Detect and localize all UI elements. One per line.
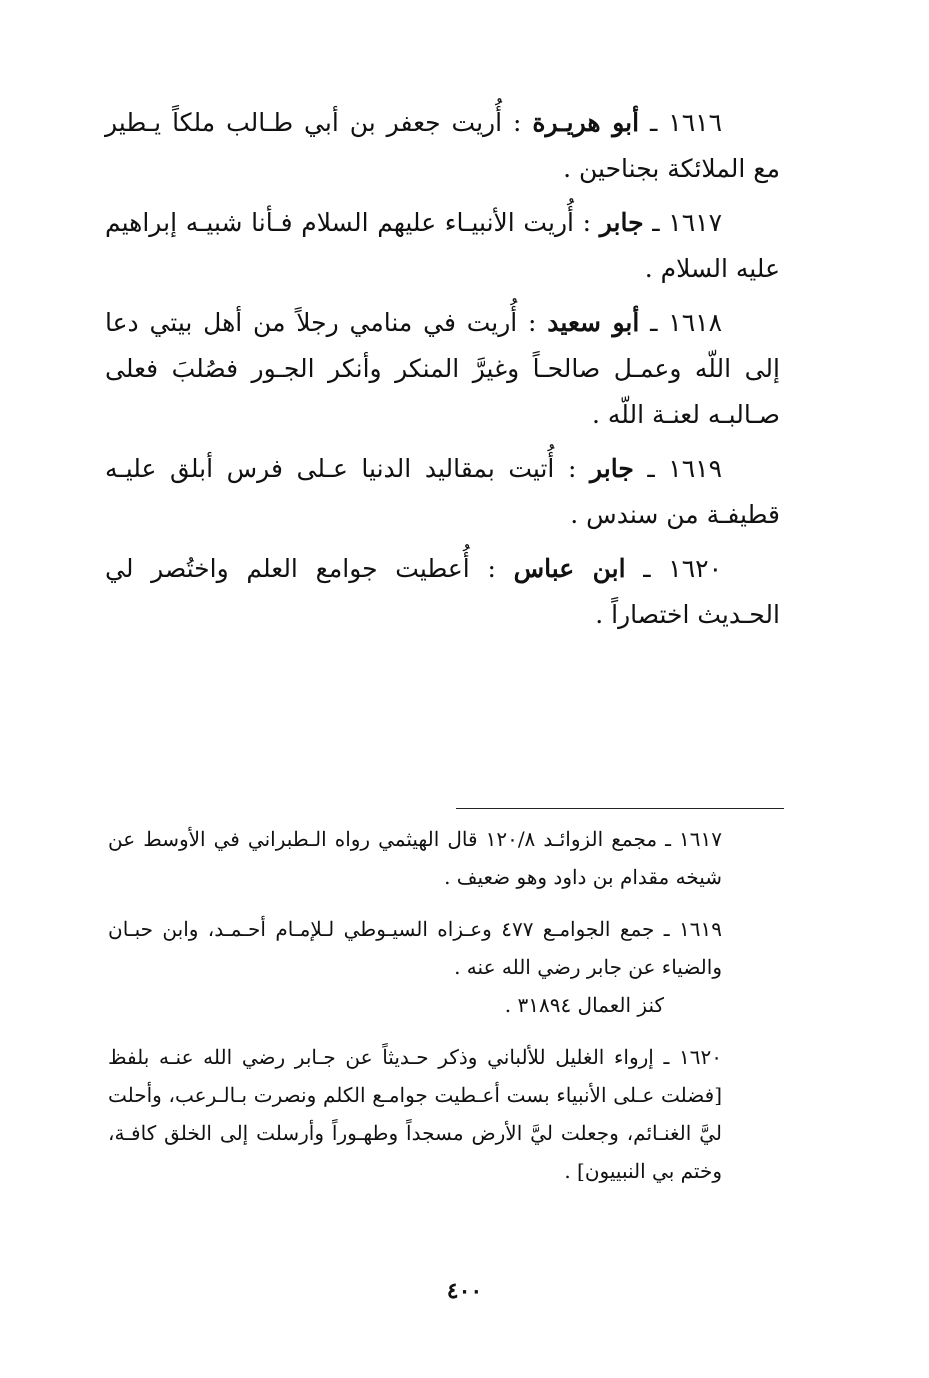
footnote	[108, 1038, 780, 1190]
entry-number: ١٦١٦	[668, 108, 722, 137]
hadith-entry: ١٦٢٠ ـ ابن عباس : أُعطيت جوامع العلم واختُصر لي الحـديث اختصاراً .	[105, 554, 780, 629]
hadith-entry: ١٦١٩ ـ جابر : أُتيت بمقاليد الدنيا عـلى فرس أبلق عليـه قطيفـة من سندس .	[105, 454, 780, 529]
footnote-text: ١٦٢٠ ـ إرواء الغليل للألباني وذكر حـديثاً عن جـابر رضي الله عنـه بلفظ [فضلت عـلى الأنبياء بست أعـطيت جوامـع الكلم ونصرت بـالـرعب، وأحلت ليَّ الغنـائم، وجعلت ليَّ الأرض مسجداً وطهـوراً وأرسلت إلى الخلق كافـة، وختم بي النبييون] .	[108, 1045, 722, 1183]
entry-number: ١٦٢٠	[668, 554, 722, 583]
footnote	[108, 910, 780, 1024]
footnote	[108, 820, 780, 896]
hadith-entry: ١٦١٧ ـ جابر : أُريت الأنبيـاء عليهم السلام فـأنا شبيـه إبراهيم عليه السلام .	[105, 208, 780, 283]
footnote-text: ١٦١٧ ـ مجمع الزوائـد ١٢٠/٨ قال الهيثمي رواه الـطبراني في الأوسط عن شيخه مقدام بن داود وهو ضعيف .	[108, 827, 722, 889]
hadith-text: أُريت في منامي رجلاً من أهل بيتي دعا إلى اللّه وعمـل صالحـاً وغيرَّ المنكر وأنكر الجـور فصُلبَ فعلى صـالبـه لعنـة اللّه .	[105, 308, 780, 429]
hadith-text: أُتيت بمقاليد الدنيا عـلى فرس أبلق عليـه قطيفـة من سندس .	[105, 454, 780, 529]
narrator-name: أبو سعيد	[547, 308, 640, 337]
hadith-text: أُريت الأنبيـاء عليهم السلام فـأنا شبيـه إبراهيم عليه السلام .	[105, 208, 780, 283]
main-text	[105, 100, 780, 646]
footnote-divider	[456, 808, 784, 809]
narrator-name: جابر	[589, 454, 634, 483]
hadith-entry: ١٦١٦ ـ أبو هريـرة : أُريت جعفر بن أبي طـالب ملكاً يـطير مع الملائكة بجناحين .	[105, 108, 780, 183]
footnotes	[108, 820, 780, 1204]
entry-number: ١٦١٧	[668, 208, 722, 237]
footnote-reference: كنز العمال ٣١٨٩٤ .	[504, 993, 664, 1017]
hadith-text: أُعطيت جوامع العلم واختُصر لي الحـديث اختصاراً .	[105, 554, 780, 629]
entry-number: ١٦١٨	[668, 308, 723, 337]
page-number: ٤٠٠	[446, 1278, 483, 1304]
footnote-text: ١٦١٩ ـ جمع الجوامـع ٤٧٧ وعـزاه السيـوطي لـلإمـام أحـمـد، وابن حبـان والضياء عن جابر رضي الله عنه .	[108, 917, 722, 979]
entry-number: ١٦١٩	[668, 454, 722, 483]
hadith-text: أُريت جعفر بن أبي طـالب ملكاً يـطير مع الملائكة بجناحين .	[105, 108, 780, 183]
hadith-entry: ١٦١٨ ـ أبو سعيد : أُريت في منامي رجلاً من أهل بيتي دعا إلى اللّه وعمـل صالحـاً وغيرَّ المنكر وأنكر الجـور فصُلبَ فعلى صـالبـه لعنـة اللّه .	[105, 308, 780, 429]
narrator-name: أبو هريـرة	[532, 108, 640, 137]
narrator-name: جابر	[599, 208, 644, 237]
narrator-name: ابن عباس	[513, 554, 626, 583]
